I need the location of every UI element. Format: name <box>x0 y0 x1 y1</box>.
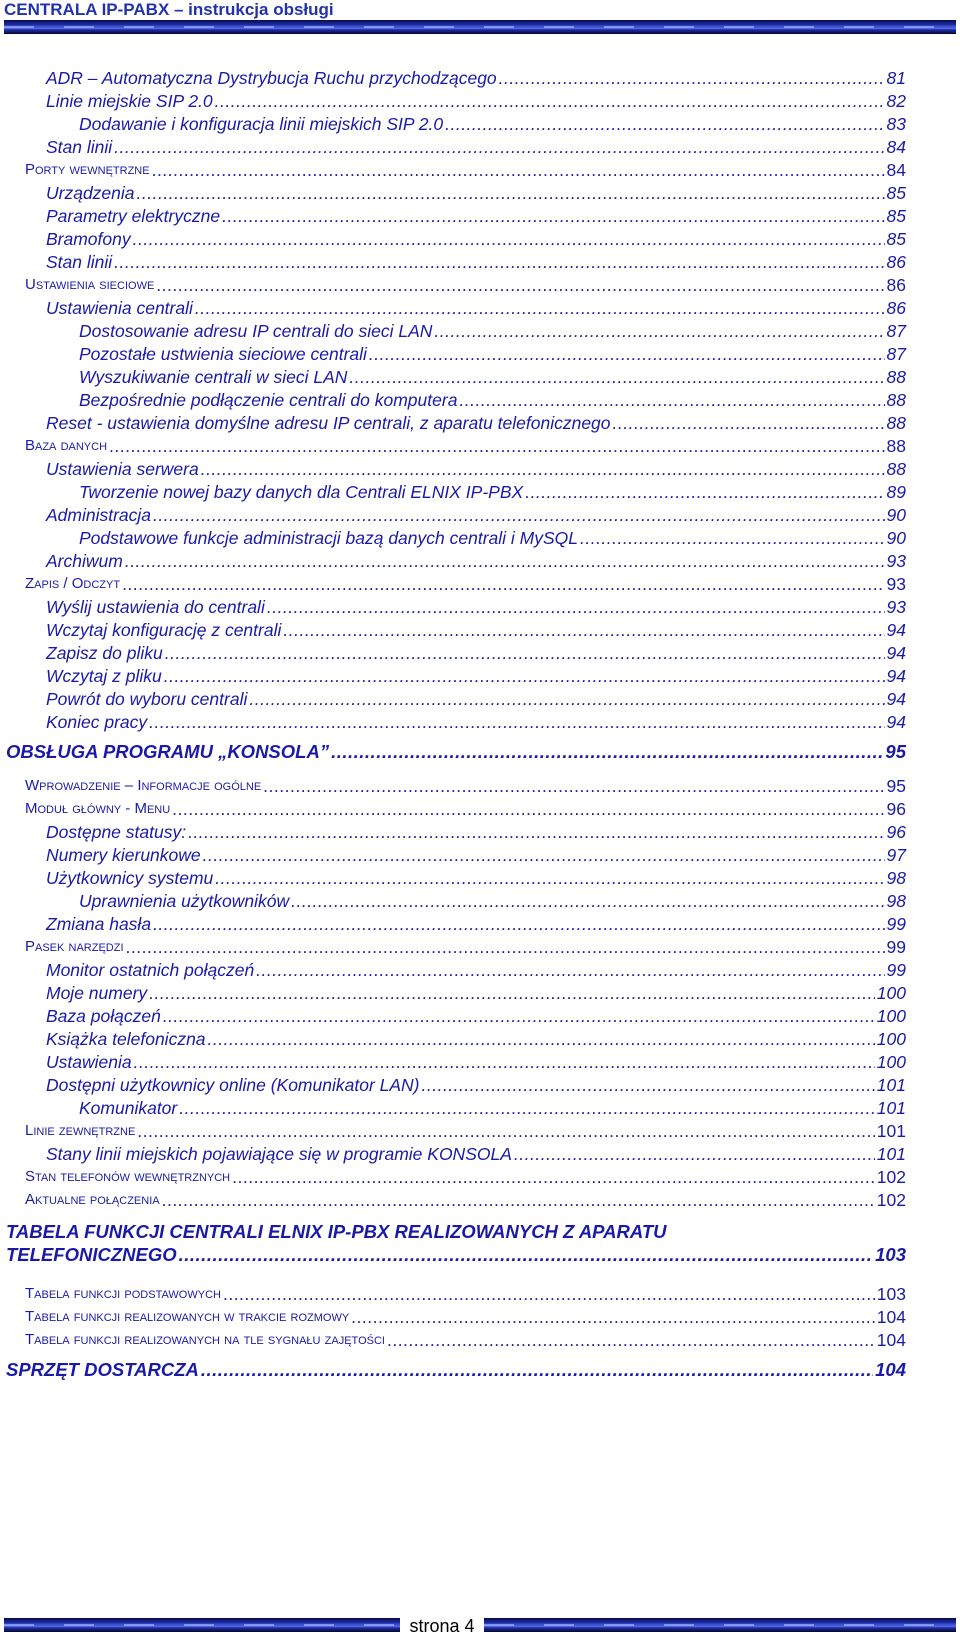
toc-page-number: 100 <box>876 983 906 1003</box>
toc-page-number: 87 <box>886 344 906 364</box>
page-number: strona 4 <box>400 1614 484 1638</box>
toc-entry-label: Komunikator <box>79 1098 178 1118</box>
toc-entry-label: Monitor ostatnich połączeń <box>46 960 255 980</box>
toc-entry-label: OBSŁUGA PROGRAMU „KONSOLA” <box>6 741 330 762</box>
toc-entry-label: Tabela funkcji podstawowych <box>25 1285 221 1302</box>
toc-page-number: 101 <box>876 1098 906 1118</box>
toc-leader-dots <box>195 298 885 318</box>
toc-entry-label: Linie miejskie SIP 2.0 <box>46 91 213 111</box>
toc-leader-dots <box>459 390 884 410</box>
toc-entry[interactable] <box>46 864 906 888</box>
toc-leader-dots <box>499 68 885 88</box>
toc-entry[interactable] <box>46 593 906 617</box>
toc-entry[interactable] <box>46 455 906 479</box>
toc-entry[interactable] <box>46 248 906 272</box>
toc-entry[interactable] <box>25 1163 906 1187</box>
toc-entry-label: Bramofony <box>46 229 131 249</box>
page-footer <box>0 1610 960 1639</box>
toc-entry-label: Wczytaj z pliku <box>46 666 162 686</box>
toc-page-number: 93 <box>886 597 906 617</box>
toc-leader-dots <box>249 689 884 709</box>
toc-page-number: 84 <box>886 160 906 180</box>
toc-entry-label: Parametry elektryczne <box>46 206 221 226</box>
toc-leader-dots <box>165 643 885 663</box>
toc-entry[interactable] <box>46 1140 906 1164</box>
document-title: CENTRALA IP-PABX – instrukcja obsługi <box>4 0 334 19</box>
toc-entry[interactable] <box>46 662 906 686</box>
toc-entry-label: Ustawienia centrali <box>46 298 193 318</box>
toc-leader-dots <box>164 666 885 686</box>
toc-leader-dots <box>134 1052 875 1072</box>
toc-entry[interactable] <box>79 1094 906 1118</box>
toc-leader-dots <box>153 505 884 525</box>
toc-entry[interactable] <box>79 478 906 502</box>
toc-entry-label: Aktualne połączenia <box>25 1191 160 1208</box>
toc-leader-dots <box>149 712 884 732</box>
toc-entry-label: Powrót do wyboru centrali <box>46 689 248 709</box>
toc-page-number: 88 <box>886 390 906 410</box>
toc-entry-label: TELEFONICZNEGO <box>6 1244 177 1265</box>
toc-entry-label: Książka telefoniczna <box>46 1029 206 1049</box>
toc-page-number: 104 <box>876 1307 906 1327</box>
toc-page-number: 88 <box>886 436 906 456</box>
toc-entry-label: Dostosowanie adresu IP centrali do sieci LAN <box>79 321 433 341</box>
toc-page-number: 103 <box>875 1244 906 1265</box>
toc-entry-label: Baza danych <box>25 437 108 454</box>
toc-entry[interactable] <box>25 271 906 295</box>
toc-entry[interactable] <box>46 547 906 571</box>
toc-entry-label: Archiwum <box>46 551 123 571</box>
toc-entry-label: Urządzenia <box>46 183 135 203</box>
toc-page-number: 96 <box>886 822 906 842</box>
toc-entry[interactable] <box>25 432 906 456</box>
toc-leader-dots <box>201 459 885 479</box>
toc-entry-label: Ustawienia <box>46 1052 132 1072</box>
toc-page-number: 89 <box>886 482 906 502</box>
toc-entry-label: Wyślij ustawienia do centrali <box>46 597 265 617</box>
toc-leader-dots <box>222 206 884 226</box>
toc-page-number: 102 <box>876 1190 906 1210</box>
toc-entry-label: Stan telefonów wewnętrznych <box>25 1168 231 1185</box>
toc-leader-dots <box>369 344 885 364</box>
toc-page-number: 99 <box>886 937 906 957</box>
toc-entry[interactable] <box>46 87 906 111</box>
toc-entry-label: ADR – Automatyczna Dystrybucja Ruchu przychodzącego <box>46 68 497 88</box>
toc-entry[interactable] <box>46 910 906 934</box>
toc-entry[interactable] <box>25 772 906 796</box>
toc-leader-dots <box>267 597 885 617</box>
toc-entry-label: Pasek narzędzi <box>25 938 124 955</box>
footer-decorative-bar-left <box>4 1618 400 1632</box>
toc-leader-dots <box>201 1360 873 1380</box>
page-header <box>0 0 960 40</box>
toc-leader-dots <box>291 891 884 911</box>
toc-page-number: 88 <box>886 367 906 387</box>
toc-leader-dots <box>126 937 885 957</box>
toc-leader-dots <box>179 1245 874 1265</box>
toc-page-number: 81 <box>886 68 906 88</box>
toc-page-number: 88 <box>886 459 906 479</box>
toc-entry-label: Bezpośrednie podłączenie centrali do komputera <box>79 390 458 410</box>
toc-page-number: 103 <box>876 1284 906 1304</box>
toc-page-number: 93 <box>886 551 906 571</box>
toc-page-number: 83 <box>886 114 906 134</box>
toc-entry-label: TABELA FUNKCJI CENTRALI ELNIX IP-PBX REALIZOWANYCH Z APARATU <box>6 1221 667 1242</box>
toc-entry[interactable] <box>46 133 906 157</box>
toc-entry[interactable] <box>46 818 906 842</box>
toc-entry-label: Reset - ustawienia domyślne adresu IP centrali, z aparatu telefonicznego <box>46 413 611 433</box>
toc-entry[interactable] <box>25 1303 906 1327</box>
footer-decorative-bar-right <box>484 1618 956 1632</box>
toc-page-number: 94 <box>886 666 906 686</box>
toc-leader-dots <box>125 551 885 571</box>
toc-page-number: 90 <box>886 528 906 548</box>
toc-entry[interactable] <box>46 1071 906 1095</box>
toc-entry-label: Baza połączeń <box>46 1006 161 1026</box>
toc-entry[interactable] <box>46 202 906 226</box>
toc-entry-label: Podstawowe funkcje administracji bazą danych centrali i MySQL <box>79 528 578 548</box>
toc-leader-dots <box>580 528 885 548</box>
toc-entry-label: Wprowadzenie – Informacje ogólne <box>25 777 262 794</box>
toc-entry-label: Moje numery <box>46 983 148 1003</box>
toc-leader-dots <box>215 868 884 888</box>
toc-leader-dots <box>109 436 885 456</box>
toc-page-number: 97 <box>886 845 906 865</box>
toc-page-number: 99 <box>886 914 906 934</box>
toc-page-number: 95 <box>885 741 906 762</box>
toc-leader-dots <box>114 252 884 272</box>
toc-leader-dots <box>163 1006 875 1026</box>
toc-entry-label: Zapisz do pliku <box>46 643 163 663</box>
toc-leader-dots <box>283 620 884 640</box>
toc-leader-dots <box>149 983 875 1003</box>
toc-page-number: 82 <box>886 91 906 111</box>
toc-entry[interactable] <box>25 570 906 594</box>
toc-page-number: 96 <box>886 799 906 819</box>
toc-page-number: 98 <box>886 891 906 911</box>
toc-page-number: 100 <box>876 1006 906 1026</box>
toc-entry[interactable] <box>79 363 906 387</box>
toc-entry[interactable] <box>46 841 906 865</box>
toc-page-number: 84 <box>886 137 906 157</box>
toc-leader-dots <box>232 1167 875 1187</box>
toc-page-number: 86 <box>886 298 906 318</box>
toc-entry-label: Dodawanie i konfiguracja linii miejskich SIP 2.0 <box>79 114 444 134</box>
toc-leader-dots <box>434 321 884 341</box>
toc-leader-dots <box>514 1144 875 1164</box>
toc-entry[interactable] <box>46 979 906 1003</box>
toc-leader-dots <box>172 799 884 819</box>
toc-page-number: 86 <box>886 275 906 295</box>
toc-leader-dots <box>137 1121 875 1141</box>
toc-entry[interactable] <box>46 64 906 88</box>
toc-leader-dots <box>208 1029 875 1049</box>
toc-entry-heading-line[interactable] <box>6 1218 667 1242</box>
toc-leader-dots <box>188 822 884 842</box>
toc-entry-label: Stan linii <box>46 137 113 157</box>
toc-entry[interactable] <box>79 887 906 911</box>
toc-entry[interactable] <box>46 956 906 980</box>
toc-entry-label: Ustawienia serwera <box>46 459 199 479</box>
toc-entry[interactable] <box>46 1025 906 1049</box>
toc-entry[interactable] <box>25 1186 906 1210</box>
toc-entry-label: Wczytaj konfigurację z centrali <box>46 620 282 640</box>
toc-leader-dots <box>223 1284 875 1304</box>
toc-page-number: 104 <box>875 1359 906 1380</box>
toc-entry-label: Stany linii miejskich pojawiające się w programie KONSOLA <box>46 1144 512 1164</box>
toc-entry-label: Tabela funkcji realizowanych na tle sygnału zajętości <box>25 1331 385 1348</box>
toc-entry[interactable] <box>46 225 906 249</box>
toc-leader-dots <box>445 114 884 134</box>
toc-leader-dots <box>525 482 884 502</box>
toc-entry[interactable] <box>79 386 906 410</box>
toc-entry[interactable] <box>46 409 906 433</box>
toc-entry-label: Zapis / Odczyt <box>25 575 121 592</box>
toc-entry-label: Tworzenie nowej bazy danych dla Centrali ELNIX IP-PBX <box>79 482 524 502</box>
toc-leader-dots <box>137 183 885 203</box>
toc-entry[interactable] <box>25 1117 906 1141</box>
toc-page-number: 102 <box>876 1167 906 1187</box>
toc-entry-label: Pozostałe ustwienia sieciowe centrali <box>79 344 367 364</box>
header-decorative-bar <box>4 20 956 34</box>
toc-leader-dots <box>263 776 884 796</box>
toc-entry-label: Porty wewnętrzne <box>25 161 150 178</box>
toc-leader-dots <box>331 742 883 762</box>
toc-entry[interactable] <box>6 1356 906 1380</box>
toc-page-number: 93 <box>886 574 906 594</box>
toc-entry[interactable] <box>79 340 906 364</box>
toc-page-number: 94 <box>886 712 906 732</box>
toc-page-number: 99 <box>886 960 906 980</box>
toc-leader-dots <box>153 914 884 934</box>
toc-leader-dots <box>114 137 884 157</box>
toc-leader-dots <box>613 413 885 433</box>
toc-page-number: 94 <box>886 620 906 640</box>
toc-entry-label: Numery kierunkowe <box>46 845 201 865</box>
toc-entry[interactable] <box>25 1326 906 1350</box>
toc-entry[interactable] <box>46 1048 906 1072</box>
toc-entry-label: Moduł główny - Menu <box>25 800 171 817</box>
toc-entry-label: Zmiana hasła <box>46 914 152 934</box>
toc-leader-dots <box>351 1307 875 1327</box>
toc-entry[interactable] <box>46 708 906 732</box>
toc-leader-dots <box>349 367 884 387</box>
toc-entry[interactable] <box>46 616 906 640</box>
toc-entry-label: Dostępne statusy: <box>46 822 187 842</box>
toc-page-number: 86 <box>886 252 906 272</box>
toc-entry[interactable] <box>25 795 906 819</box>
toc-entry[interactable] <box>46 179 906 203</box>
toc-leader-dots <box>156 275 884 295</box>
toc-page-number: 85 <box>886 229 906 249</box>
toc-entry-label: Administracja <box>46 505 152 525</box>
toc-entry-label: Ustawienia sieciowe <box>25 276 155 293</box>
toc-entry[interactable] <box>46 639 906 663</box>
toc-entry[interactable] <box>46 1002 906 1026</box>
toc-entry[interactable] <box>79 524 906 548</box>
toc-entry[interactable] <box>25 1280 906 1304</box>
toc-page-number: 101 <box>876 1075 906 1095</box>
toc-entry-label: SPRZĘT DOSTARCZA <box>6 1359 199 1380</box>
toc-page-number: 87 <box>886 321 906 341</box>
toc-entry-label: Uprawnienia użytkowników <box>79 891 290 911</box>
toc-entry[interactable] <box>6 738 906 762</box>
toc-page-number: 94 <box>886 689 906 709</box>
toc-leader-dots <box>256 960 884 980</box>
toc-page-number: 100 <box>876 1029 906 1049</box>
toc-page-number: 104 <box>876 1330 906 1350</box>
toc-leader-dots <box>179 1098 875 1118</box>
toc-entry-label: Tabela funkcji realizowanych w trakcie rozmowy <box>25 1308 350 1325</box>
toc-entry[interactable] <box>25 933 906 957</box>
toc-page-number: 94 <box>886 643 906 663</box>
toc-entry-label: Wyszukiwanie centrali w sieci LAN <box>79 367 348 387</box>
toc-entry-label: Linie zewnętrzne <box>25 1122 136 1139</box>
toc-page-number: 95 <box>886 776 906 796</box>
toc-entry-label: Użytkownicy systemu <box>46 868 214 888</box>
toc-leader-dots <box>122 574 884 594</box>
toc-leader-dots <box>422 1075 875 1095</box>
toc-entry[interactable] <box>46 294 906 318</box>
toc-entry-label: Koniec pracy <box>46 712 148 732</box>
toc-page-number: 88 <box>886 413 906 433</box>
toc-entry-label: Stan linii <box>46 252 113 272</box>
toc-entry[interactable] <box>79 110 906 134</box>
toc-page-number: 101 <box>876 1144 906 1164</box>
toc-leader-dots <box>133 229 885 249</box>
toc-page-number: 85 <box>886 183 906 203</box>
toc-entry[interactable] <box>79 317 906 341</box>
toc-page-number: 101 <box>876 1121 906 1141</box>
toc-leader-dots <box>203 845 885 865</box>
toc-page-number: 85 <box>886 206 906 226</box>
toc-page-number: 90 <box>886 505 906 525</box>
toc-leader-dots <box>215 91 885 111</box>
toc-entry[interactable] <box>25 156 906 180</box>
toc-page-number: 100 <box>876 1052 906 1072</box>
toc-leader-dots <box>152 160 885 180</box>
toc-leader-dots <box>162 1190 875 1210</box>
toc-leader-dots <box>387 1330 875 1350</box>
toc-page-number: 98 <box>886 868 906 888</box>
toc-entry[interactable] <box>46 685 906 709</box>
toc-entry[interactable] <box>6 1241 906 1265</box>
toc-entry[interactable] <box>46 501 906 525</box>
toc-entry-label: Dostępni użytkownicy online (Komunikator LAN) <box>46 1075 420 1095</box>
